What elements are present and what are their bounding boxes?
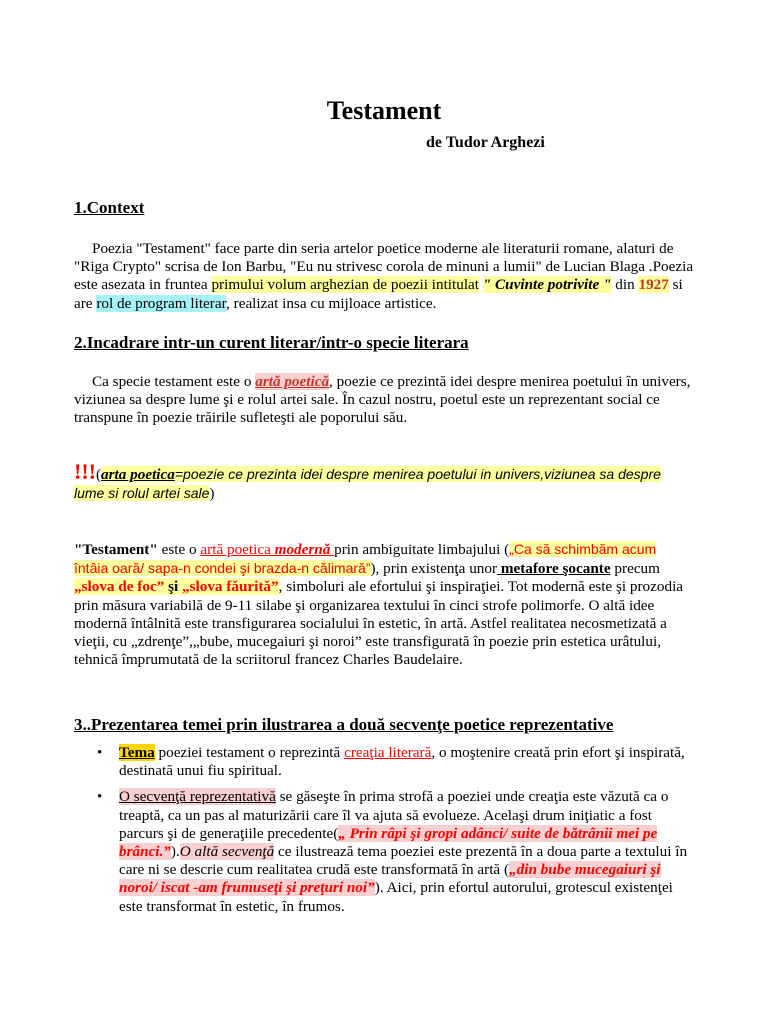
section-3-list	[74, 744, 694, 924]
text-run: si are	[74, 276, 683, 312]
section-2-paragraph-1	[74, 373, 694, 428]
section-1-heading: 1.Context	[74, 198, 145, 217]
note-term: arta poetica	[101, 466, 175, 483]
text-run: , simboluri ale efortului şi inspiraţiei. Tot modernă este şi prozodia prin măsura variabilă de 9-11 silabe şi organizarea textului în cinci strofe polimorfe. O altă idee modernă întâlnită este transfigurarea socialului în estetic, în artă. Astfel realitatea necosmetizată a vieţii, cu „zdrenţe”,„bube, mucegaiuri şi noroi” este transfigurată în poezie prin estetica urâtului, tehnică împrumutată de la scriitorul francez Charles Baudelaire.	[74, 578, 684, 669]
bullet: •	[97, 744, 103, 761]
section-2-heading: 2.Incadrare intr-un curent literar/intr-o specie literara	[74, 333, 469, 352]
highlight-ars-poetica: artă poetică	[255, 373, 330, 390]
text-run: , o moştenire creată prin efort şi inspirată, destinată unui fiu spiritual.	[119, 744, 685, 780]
text-run: şi	[164, 578, 183, 596]
text-run: este o	[157, 541, 201, 558]
text-run: precum	[610, 560, 660, 578]
highlight-another-sequence: O altă secvenţă	[179, 843, 275, 861]
shocking-metaphors: metafore şocante	[497, 560, 611, 578]
text-run: se găseşte în prima strofă a poeziei unde creaţia este văzută ca o treaptă, ca un pas al maturizării care îl va ajuta să evolueze. Acelaşi drum iniţiatic a fost parcurs şi de generaţiile precedente(	[119, 788, 669, 842]
text-run: , poezie ce prezintă idei despre menirea poetului în univers, viziunea sa despre lume şi e rolul artei sale. În cazul nostru, poetul este un reprezentant social ce transpune în poezie trăirile sufleteşti ale poporului său.	[74, 373, 691, 427]
text-run: din	[611, 276, 639, 294]
quote-bube-mucegaiuri: „din bube mucegaiuri şi noroi/ iscat -am frumuseţi şi preţuri noi”	[119, 861, 661, 897]
text-run: ce ilustrează tema poeziei este prezentă în a doua parte a textului în care ni se descrie cum realitatea crudă este transformată în artă (	[119, 843, 688, 879]
bullet: •	[97, 788, 103, 806]
highlight-modern: modernă	[274, 541, 335, 558]
highlight-ars-poetica-modern: artă poetica	[200, 541, 275, 558]
section-2-paragraph-2	[74, 540, 694, 669]
text-run: , realizat insa cu mijloace artistice.	[226, 294, 437, 312]
exclamation-marker: !!!	[74, 459, 96, 484]
list-item	[74, 788, 694, 915]
text-run: Ca specie testament este o	[92, 373, 256, 390]
document-title: Testament	[326, 96, 442, 125]
section-3-heading: 3..Prezentarea temei prin ilustrarea a două secvenţe poetice reprezentative	[74, 715, 614, 734]
highlight-representative-sequence: O secvenţă reprezentativă	[119, 788, 276, 806]
text-run: ).	[170, 843, 180, 861]
text-run: Poezia "Testament" face parte din seria artelor poetice moderne ale literaturii romane, alaturi de "Riga Crypto" scrisa de Ion Barbu, "Eu nu strivesc corola de minuni a lumii" de Lucian Blaga .Poezia este asezata in fruntea	[74, 240, 694, 294]
quote-verse: „Ca să schimbăm acum întâia oară/ sapa-n condei şi brazda-n călimară”	[74, 541, 657, 577]
section-2-note	[74, 459, 694, 503]
quote-slova-faurita: „slova făurită”	[182, 578, 279, 596]
note-definition: =poezie ce prezinta idei despre menirea poetului in univers,viziunea sa despre lume si rolul artei sale	[74, 466, 661, 502]
poem-title-quote: "Testament"	[74, 541, 158, 558]
document-author: de Tudor Arghezi	[426, 134, 545, 151]
quote-slova-de-foc: „slova de foc”	[74, 578, 165, 596]
text-run: (	[95, 466, 102, 483]
highlight-tema: Tema	[119, 744, 155, 761]
highlight-year: 1927	[638, 276, 669, 294]
highlight-literary-program: rol de program literar	[96, 294, 227, 312]
text-run: ), prin existenţa unor	[370, 560, 498, 578]
highlight-volume-title: " Cuvinte potrivite "	[482, 276, 612, 294]
text-run: )	[209, 485, 215, 503]
list-item	[74, 744, 694, 780]
section-1-paragraph	[74, 240, 694, 313]
highlight-literary-creation: creaţia literară	[344, 744, 432, 761]
highlight-first-volume: primului volum arghezian de poezii intitulat	[211, 276, 479, 294]
text-run: poeziei testament o reprezintă	[154, 744, 345, 761]
text-run: prin ambiguitate limbajului (	[334, 541, 510, 558]
text-run: ). Aici, prin efortul autorului, grotescul existenţei este transformat în estetic, în frumos.	[119, 879, 673, 915]
quote-rapi-gropi: „ Prin râpi şi gropi adânci/ suite de bătrânii mei pe brânci.”	[119, 824, 658, 861]
